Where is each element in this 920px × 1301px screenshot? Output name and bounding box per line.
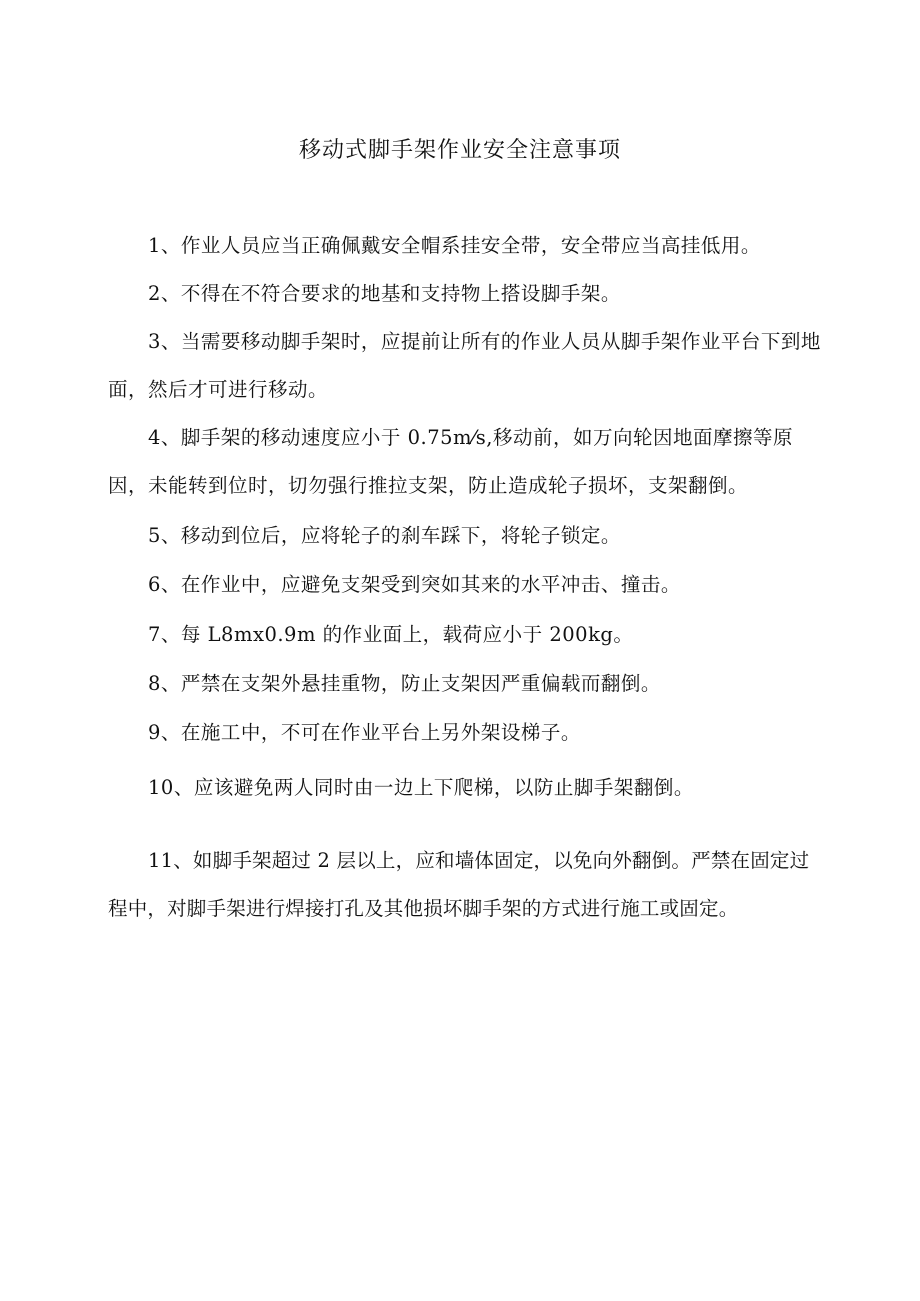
safety-item-3: 3、当需要移动脚手架时，应提前让所有的作业人员从脚手架作业平台下到地面，然后才可进行移动。 [108, 330, 821, 401]
safety-item-10: 10、应该避免两人同时由一边上下爬梯，以防止脚手架翻倒。 [148, 776, 694, 799]
safety-item-6: 6、在作业中，应避免支架受到突如其来的水平冲击、撞击。 [148, 573, 681, 596]
safety-item-5: 5、移动到位后，应将轮子的刹车踩下，将轮子锁定。 [148, 524, 621, 547]
safety-item-7: 7、每 L8mx0.9m 的作业面上，载荷应小于 200kg。 [148, 623, 634, 646]
safety-item-2: 2、不得在不符合要求的地基和支持物上搭设脚手架。 [148, 282, 621, 305]
safety-item-4: 4、脚手架的移动速度应小于 0.75m⁄s,移动前，如万向轮因地面摩擦等原因，未能转到位时，切勿强行推拉支架，防止造成轮子损坏，支架翻倒。 [108, 426, 793, 497]
safety-item-9: 9、在施工中，不可在作业平台上另外架设梯子。 [148, 721, 581, 744]
safety-item-8: 8、严禁在支架外悬挂重物，防止支架因严重偏载而翻倒。 [148, 672, 661, 695]
safety-item-1: 1、作业人员应当正确佩戴安全帽系挂安全带，安全带应当高挂低用。 [148, 234, 761, 257]
safety-item-11: 11、如脚手架超过 2 层以上，应和墙体固定，以免向外翻倒。严禁在固定过程中，对脚手架进行焊接打孔及其他损坏脚手架的方式进行施工或固定。 [108, 849, 810, 920]
document-title: 移动式脚手架作业安全注意事项 [298, 138, 621, 163]
